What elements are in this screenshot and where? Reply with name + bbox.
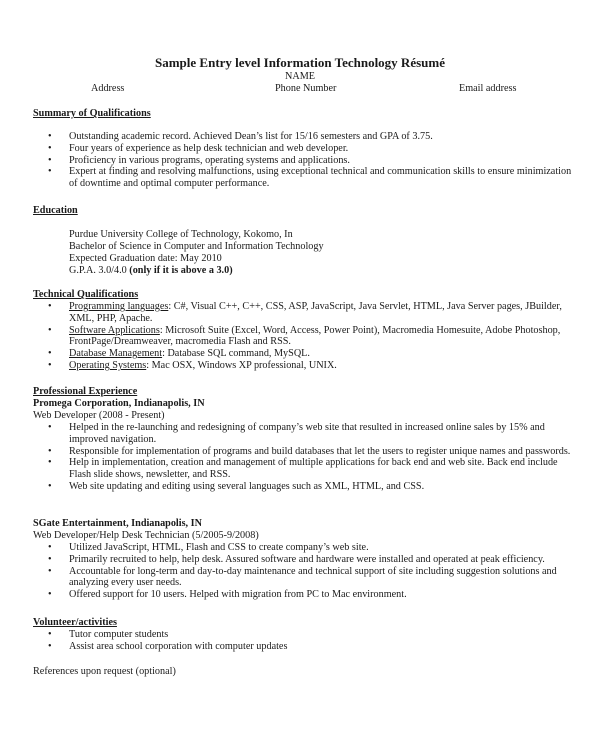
job-duty: • Web site updating and editing using several languages such as XML, HTML, and CSS. (0, 481, 579, 493)
summary-item: • Four years of experience as help desk technician and web developer. (0, 143, 579, 155)
technical-item (0, 301, 579, 325)
job-duty: • Primarily recruited to help, help desk. Assured software and hardware were installed and operated at peak efficiency. (0, 554, 579, 566)
technical-text: : Database SQL command, MySQL. (162, 348, 310, 360)
job-role: Web Developer (2008 - Present) (33, 410, 165, 421)
technical-text: : Microsoft Suite (Excel, Word, Access, Power Point), Macromedia Homesuite, Adobe Photoshop, FrontPage/Dreamweaver, macromedia Flash and RSS. (69, 324, 561, 348)
summary-item: • Expert at finding and resolving malfunctions, using exceptional technical and communication skills to ensure minimization of downtime and optimal computer performance. (0, 166, 579, 190)
job-duty: • Helped in the re-launching and redesigning of company’s web site that resulted in increased online sales by 15% and improved navigation. (0, 422, 579, 446)
technical-list (0, 301, 600, 372)
candidate-name: NAME (285, 71, 315, 82)
volunteer-heading: Volunteer/activities (33, 617, 117, 628)
volunteer-item: • Assist area school corporation with computer updates (0, 641, 579, 653)
references-note: References upon request (optional) (33, 666, 176, 677)
education-gpa (69, 265, 233, 277)
technical-item (0, 325, 579, 349)
gpa-value: G.P.A. 3.0/4.0 (69, 265, 127, 276)
technical-heading: Technical Qualifications (33, 289, 139, 300)
volunteer-list (0, 629, 600, 653)
technical-label: Programming languages (69, 301, 169, 312)
education-school: Purdue University College of Technology, Kokomo, In (69, 229, 293, 240)
contact-address: Address (91, 83, 125, 94)
gpa-note: (only if it is above a 3.0) (129, 265, 233, 276)
volunteer-item: • Tutor computer students (0, 629, 579, 641)
contact-email: Email address (459, 83, 517, 94)
job-duty: • Offered support for 10 users. Helped with migration from PC to Mac environment. (0, 589, 579, 601)
job-role: Web Developer/Help Desk Technician (5/2005-9/2008) (33, 530, 259, 541)
summary-list (0, 131, 600, 190)
technical-label: Software Applications (69, 324, 160, 336)
technical-text: : C#, Visual C++, C++, CSS, ASP, JavaScript, Java Servlet, HTML, Java Server pages, JBuilder, XML, PHP, Apache. (69, 301, 562, 324)
job-duty: • Help in implementation, creation and management of multiple applications for back end and web site. Back end include Flash slide shows, newsletter, and RSS. (0, 457, 579, 481)
experience-heading: Professional Experience (33, 386, 138, 397)
job-duties-list (0, 542, 600, 601)
technical-text: : Mac OSX, Windows XP professional, UNIX. (146, 359, 337, 371)
technical-label: Operating Systems (69, 359, 147, 371)
summary-heading: Summary of Qualifications (33, 108, 151, 119)
education-degree: Bachelor of Science in Computer and Information Technology (69, 241, 324, 252)
education-heading: Education (33, 205, 78, 216)
job-duty: • Utilized JavaScript, HTML, Flash and CSS to create company’s web site. (0, 542, 579, 554)
technical-label: Database Management (69, 348, 163, 360)
resume-title: Sample Entry level Information Technology Résumé (155, 55, 445, 70)
summary-item: • Proficiency in various programs, operating systems and applications. (0, 155, 579, 167)
job-duty: • Accountable for long-term and day-to-day maintenance and technical support of site including suggestion solutions and analyzing every user needs. (0, 566, 579, 590)
education-graduation: Expected Graduation date: May 2010 (69, 253, 222, 264)
summary-item: • Outstanding academic record. Achieved Dean’s list for 15/16 semesters and GPA of 3.75. (0, 131, 579, 143)
job-company: SGate Entertainment, Indianapolis, IN (33, 518, 202, 529)
contact-phone: Phone Number (275, 83, 337, 94)
technical-item (0, 360, 579, 372)
job-duties-list (0, 422, 600, 493)
job-company: Promega Corporation, Indianapolis, IN (33, 398, 205, 409)
job-duty: • Responsible for implementation of programs and build databases that let the users to register unique names and passwords. (0, 446, 579, 458)
technical-item (0, 348, 579, 360)
